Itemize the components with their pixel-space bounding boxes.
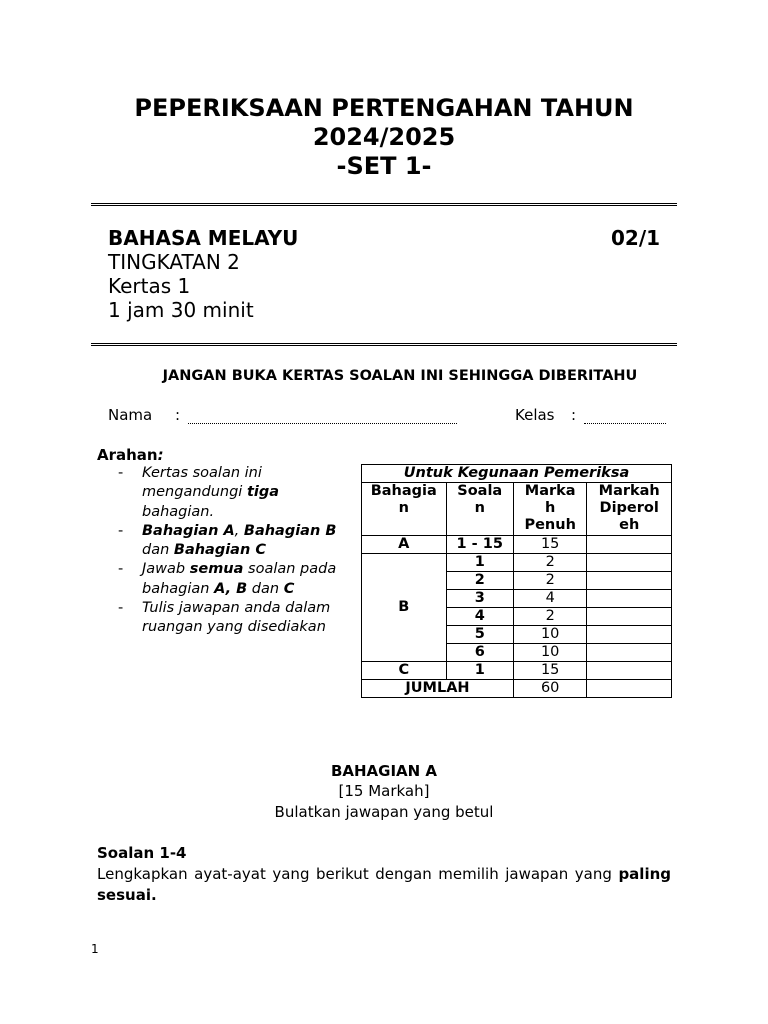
full-marks: 4	[513, 590, 586, 608]
section-a-instruction: Bulatkan jawapan yang betul	[274, 803, 494, 821]
total-marks-obtained-cell[interactable]	[587, 680, 672, 698]
marks-obtained-cell[interactable]	[587, 536, 672, 554]
full-marks: 10	[513, 626, 586, 644]
class-colon: :	[571, 406, 577, 424]
question-number: 4	[446, 608, 513, 626]
instructions-heading	[97, 446, 164, 464]
full-marks: 10	[513, 644, 586, 662]
form-level: TINGKATAN 2	[108, 250, 240, 274]
question-number: 1 - 15	[446, 536, 513, 554]
list-dash: -	[118, 522, 124, 539]
instruction-item	[118, 560, 338, 599]
question-number: 2	[446, 572, 513, 590]
question-number: 6	[446, 644, 513, 662]
full-marks: 15	[513, 662, 586, 680]
do-not-open-warning: JANGAN BUKA KERTAS SOALAN INI SEHINGGA DIBERITAHU	[162, 368, 638, 384]
exam-title: PEPERIKSAAN PERTENGAHAN TAHUN	[134, 94, 634, 122]
exam-duration: 1 jam 30 minit	[108, 298, 254, 322]
full-marks: 15	[513, 536, 586, 554]
instruction-text: ,	[234, 522, 244, 539]
table-row	[362, 536, 672, 554]
full-marks: 2	[513, 572, 586, 590]
section-a-marks: [15 Markah]	[338, 782, 430, 800]
bottom-divider	[91, 343, 677, 346]
instruction-text: Jawab	[142, 561, 190, 578]
total-full-marks: 60	[513, 680, 586, 698]
instruction-text: Tulis jawapan anda dalam ruangan yang disediakan	[142, 600, 331, 636]
question-range-heading: Soalan 1-4	[97, 844, 187, 862]
instruction-emphasis: Bahagian B	[243, 522, 337, 539]
name-field[interactable]	[188, 423, 457, 424]
subject-name: BAHASA MELAYU	[108, 226, 299, 250]
instruction-text: dan	[247, 580, 284, 597]
header-full-marks: Marka h Penuh	[513, 483, 586, 536]
table-total-row	[362, 680, 672, 698]
section-a-title: BAHAGIAN A	[330, 762, 438, 780]
question-number: 1	[446, 662, 513, 680]
instruction-text: dan	[142, 542, 174, 559]
total-label: JUMLAH	[362, 680, 514, 698]
instructions-heading-text: Arahan	[97, 446, 158, 464]
instruction-text: Kertas soalan ini mengandungi	[142, 465, 262, 501]
section-label: B	[362, 554, 447, 662]
instruction-emphasis: tiga	[246, 484, 280, 501]
full-marks: 2	[513, 554, 586, 572]
question-instruction	[97, 864, 671, 906]
section-label: C	[362, 662, 447, 680]
instructions-heading-colon: :	[157, 446, 164, 464]
marks-obtained-cell[interactable]	[587, 644, 672, 662]
class-field[interactable]	[584, 423, 666, 424]
examiner-marks-table	[361, 464, 672, 698]
paper-number: Kertas 1	[108, 274, 191, 298]
instruction-item	[118, 599, 338, 638]
marks-obtained-cell[interactable]	[587, 608, 672, 626]
list-dash: -	[118, 561, 124, 578]
marks-obtained-cell[interactable]	[587, 572, 672, 590]
instruction-text: bahagian.	[142, 503, 215, 520]
marks-obtained-cell[interactable]	[587, 554, 672, 572]
section-label: A	[362, 536, 447, 554]
class-label: Kelas	[515, 406, 555, 424]
instruction-item	[118, 464, 338, 522]
marks-obtained-cell[interactable]	[587, 626, 672, 644]
exam-set: -SET 1-	[336, 152, 432, 180]
table-caption: Untuk Kegunaan Pemeriksa	[362, 465, 672, 483]
question-instruction-text: Lengkapkan ayat-ayat yang berikut dengan memilih jawapan yang	[97, 865, 619, 883]
full-marks: 2	[513, 608, 586, 626]
list-dash: -	[118, 465, 124, 481]
subject-code: 02/1	[611, 226, 661, 250]
question-number: 3	[446, 590, 513, 608]
table-row	[362, 554, 672, 572]
marks-obtained-cell[interactable]	[587, 590, 672, 608]
instruction-emphasis: Bahagian A	[142, 522, 235, 539]
question-instruction-emphasis: paling sesuai.	[97, 865, 671, 904]
instructions-list	[118, 464, 338, 638]
instruction-emphasis: A, B	[214, 580, 248, 597]
question-number: 1	[446, 554, 513, 572]
question-number: 5	[446, 626, 513, 644]
instruction-emphasis: semua	[189, 561, 244, 578]
list-dash: -	[118, 600, 124, 617]
instruction-emphasis: Bahagian C	[173, 542, 266, 559]
table-caption-row	[362, 465, 672, 483]
instruction-text: soalan pada bahagian	[142, 561, 337, 597]
instruction-emphasis: C	[283, 580, 295, 597]
table-row	[362, 662, 672, 680]
page-number: 1	[91, 942, 99, 956]
marks-obtained-cell[interactable]	[587, 662, 672, 680]
header-section: Bahagia n	[362, 483, 447, 536]
name-colon: :	[175, 406, 181, 424]
header-marks-obtained: Markah Diperol eh	[587, 483, 672, 536]
instruction-item	[118, 522, 338, 561]
header-question: Soala n	[446, 483, 513, 536]
top-divider	[91, 203, 677, 206]
name-label: Nama	[108, 406, 153, 424]
exam-year: 2024/2025	[312, 123, 456, 151]
table-header-row	[362, 483, 672, 536]
